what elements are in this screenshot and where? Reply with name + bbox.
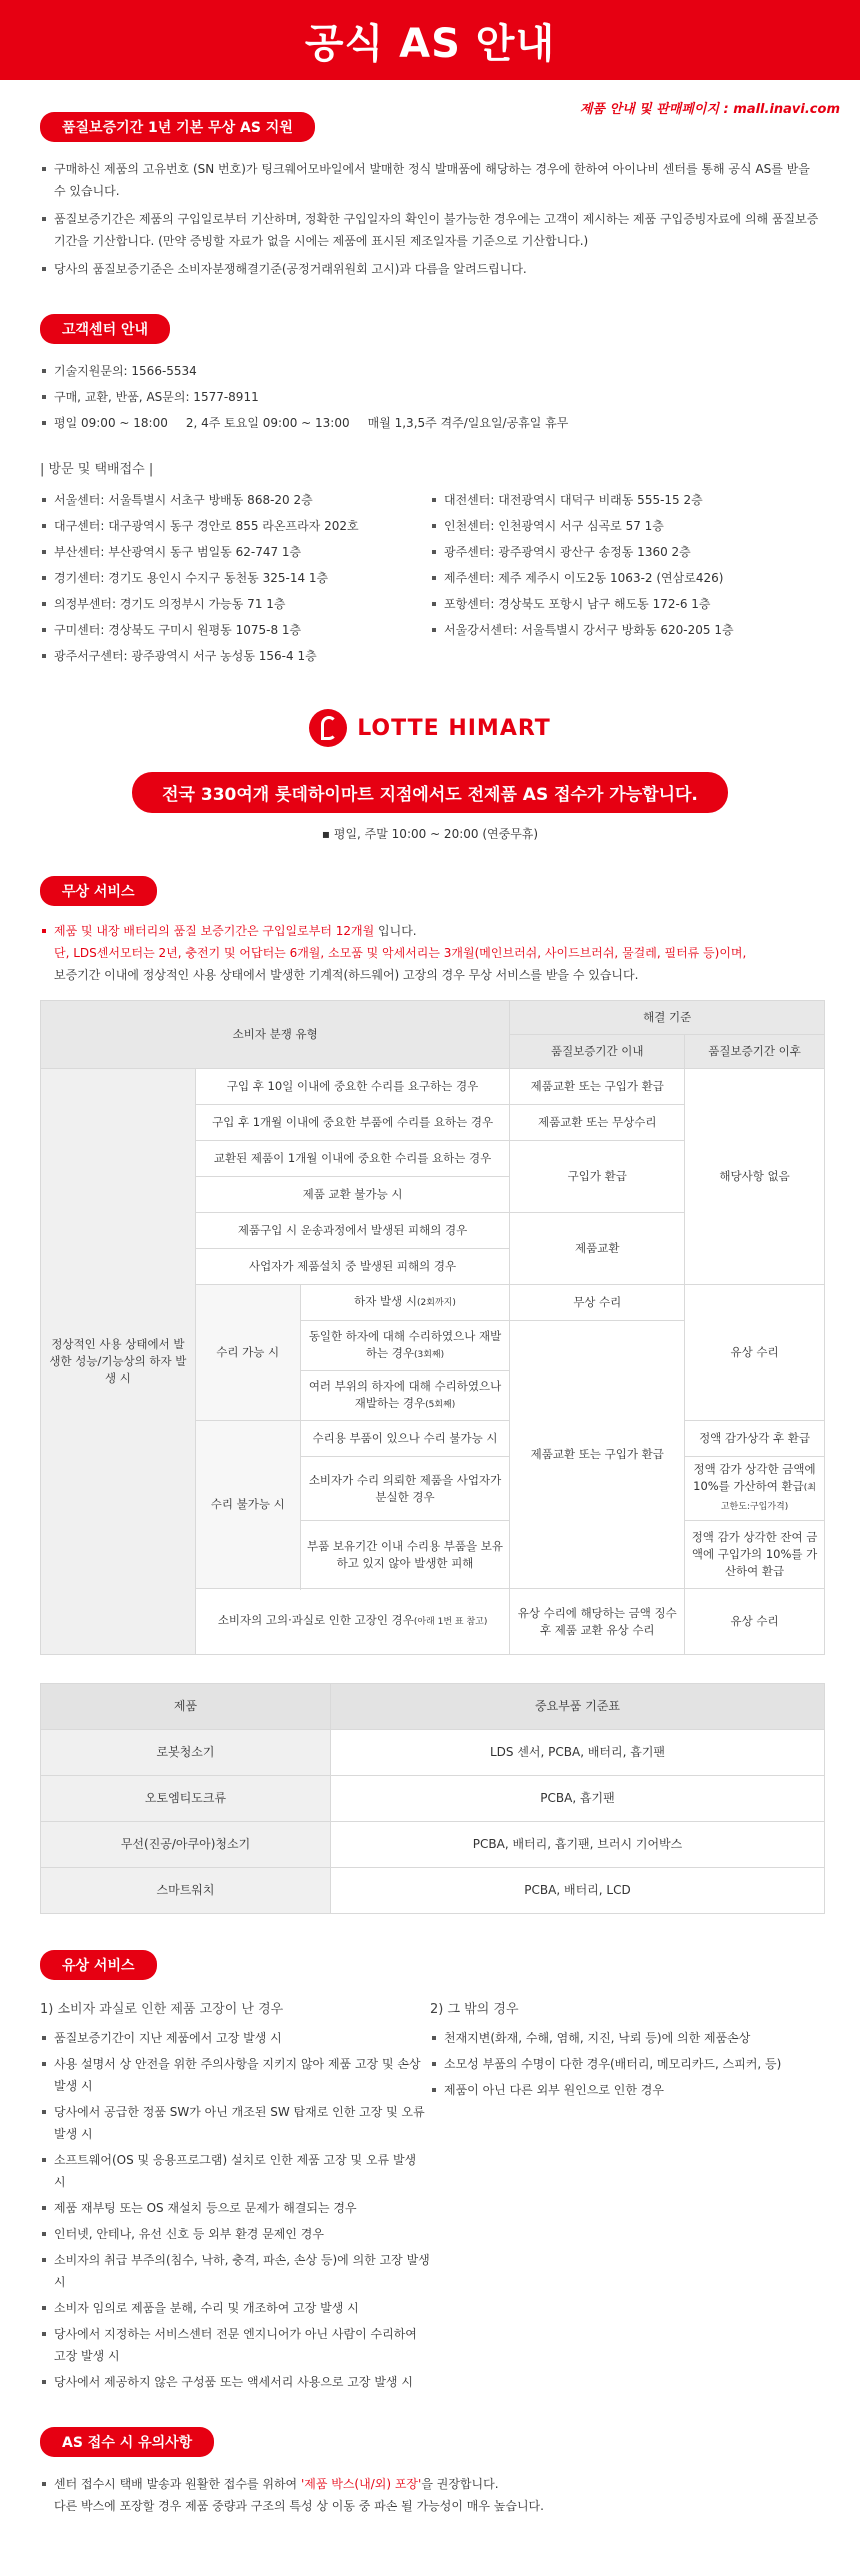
table-cell: PCBA, 배터리, 흡기팬, 브러시 기어박스	[331, 1822, 825, 1868]
free-line1-b: 구입일로부터 12개월	[262, 924, 375, 938]
ra2-text: 동일한 하자에 대해 수리하였으나 재발하는 경우	[308, 1328, 502, 1360]
center-item: 구미센터: 경상북도 구미시 원평동 1075-8 1층	[40, 619, 430, 641]
center-item: 서울센터: 서울특별시 서초구 방배동 868-20 2층	[40, 489, 430, 511]
list-item: 소프트웨어(OS 및 응용프로그램) 설치로 인한 제품 고장 및 오류 발생 시	[40, 2149, 430, 2193]
himart-logo-icon	[309, 709, 347, 747]
rc-text: 소비자의 고의·과실로 인한 고장인 경우	[217, 1613, 414, 1627]
list-item: 구매, 교환, 반품, AS문의: 1577-8911	[40, 386, 820, 408]
center-item: 서울강서센터: 서울특별시 강서구 방화동 620-205 1층	[430, 619, 820, 641]
center-list	[40, 485, 820, 671]
center-item: 인천센터: 인천광역시 서구 심곡로 57 1층	[430, 515, 820, 537]
paid-right-title: 2) 그 밖의 경우	[430, 2002, 519, 2017]
table-header: 제품	[41, 1684, 331, 1730]
table-header: 해결 기준	[510, 1001, 825, 1035]
list-item: 소비자의 취급 부주의(침수, 낙하, 충격, 파손, 손상 등)에 의한 고장 발생 시	[40, 2249, 430, 2293]
table-cell: 수리 불가능 시	[195, 1421, 300, 1589]
list-item: 제품이 아닌 다른 외부 원인으로 인한 경우	[430, 2079, 820, 2101]
customer-list	[40, 360, 820, 434]
center-item: 의정부센터: 경기도 의정부시 가능동 71 1층	[40, 593, 430, 615]
table-cell	[300, 1321, 510, 1371]
center-list-right	[430, 489, 820, 671]
paid-right-list	[430, 2027, 820, 2101]
visit-heading: | 방문 및 택배접수 |	[40, 462, 154, 477]
center-item: 대구센터: 대구광역시 동구 경안로 855 라온프라자 202호	[40, 515, 430, 537]
ra1-note: (2회까지)	[417, 1298, 456, 1308]
table-cell: 구입가 환급	[510, 1141, 685, 1213]
table-row	[41, 1822, 825, 1868]
mall-link[interactable]: 제품 안내 및 판매페이지 : mall.inavi.com	[579, 102, 840, 117]
table-header: 품질보증기간 이후	[685, 1035, 825, 1069]
table-cell	[195, 1589, 510, 1655]
table-row	[41, 1868, 825, 1914]
table-cell: 유상 수리	[685, 1285, 825, 1421]
ra3-note: (5회째)	[425, 1399, 456, 1410]
center-item: 부산센터: 부산광역시 동구 범일동 62-747 1층	[40, 541, 430, 563]
list-item	[40, 2473, 820, 2517]
table-cell: PCBA, 배터리, LCD	[331, 1868, 825, 1914]
table-header: 소비자 분쟁 유형	[41, 1001, 510, 1069]
center-list-left	[40, 489, 430, 671]
table-header: 중요부품 기준표	[331, 1684, 825, 1730]
notice-title: AS 접수 시 유의사항	[40, 2427, 214, 2457]
table-cell	[685, 1457, 825, 1521]
list-item: 품질보증기간은 제품의 구입일로부터 기산하며, 정확한 구입일자의 확인이 불가능한 경우에는 고객이 제시하는 제품 구입증빙자료에 의해 품질보증기간을 기산합니다. (만약 증빙할 자료가 없을 시에는 제품에 표시된 제조일자를 기준으로 기산합니다.)	[40, 208, 820, 252]
center-item: 광주센터: 광주광역시 광산구 송정동 1360 2층	[430, 541, 820, 563]
free-service-text	[40, 920, 820, 986]
himart-logo	[309, 709, 551, 747]
himart-banner: 전국 330여개 롯데하이마트 지점에서도 전제품 AS 접수가 가능합니다.	[132, 772, 728, 813]
hours-weekday: 평일 09:00 ~ 18:00	[54, 416, 168, 430]
notice-line1-red: '제품 박스(내/외) 포장'	[300, 2477, 422, 2491]
table-cell: 제품 교환 불가능 시	[195, 1177, 510, 1213]
table-cell: 해당사항 없음	[685, 1069, 825, 1285]
list-item: 당사에서 지정하는 서비스센터 전문 엔지니어가 아닌 사람이 수리하여 고장 발생 시	[40, 2323, 430, 2367]
page-title: 공식 AS 안내	[304, 20, 556, 67]
center-item: 경기센터: 경기도 용인시 수지구 동천동 325-14 1층	[40, 567, 430, 589]
top-banner	[0, 0, 860, 80]
free-service-section	[40, 876, 820, 1914]
paid-service-section	[40, 1950, 820, 2397]
list-item: 소비자 임의로 제품을 분해, 수리 및 개조하여 고장 발생 시	[40, 2297, 430, 2319]
free-line2: 단, LDS센서모터는 2년, 충전기 및 어답터는 6개월, 소모품 및 악세서리는 3개월(메인브러쉬, 사이드브러쉬, 물걸레, 필터류 등)이며,	[54, 946, 747, 960]
list-item: 천재지변(화재, 수해, 염해, 지진, 낙뢰 등)에 의한 제품손상	[430, 2027, 820, 2049]
list-item: 당사에서 공급한 정품 SW가 아닌 개조된 SW 탑재로 인한 고장 및 오류 발생 시	[40, 2101, 430, 2145]
table-cell	[300, 1371, 510, 1421]
center-item: 광주서구센터: 광주광역시 서구 농성동 156-4 1층	[40, 645, 430, 667]
table-cell: 제품교환 또는 구입가 환급	[510, 1321, 685, 1589]
notice-line2: 다른 박스에 포장할 경우 제품 중량과 구조의 특성 상 이동 중 파손 될 가능성이 매우 높습니다.	[54, 2499, 544, 2513]
notice-list	[40, 2473, 820, 2517]
himart-hours-text: 평일, 주말 10:00 ~ 20:00 (연중무휴)	[333, 827, 539, 841]
table-cell: 정상적인 사용 상태에서 발생한 성능/기능상의 하자 발생 시	[41, 1069, 196, 1655]
hours-row	[40, 412, 820, 434]
rb2a-note: (최고한도:구입가격)	[720, 1483, 816, 1512]
table-cell: 수리용 부품이 있으나 수리 불가능 시	[300, 1421, 510, 1457]
table-cell: 정액 감가상각 후 환급	[685, 1421, 825, 1457]
table-cell: LDS 센서, PCBA, 배터리, 흡기팬	[331, 1730, 825, 1776]
hours-closed: 매월 1,3,5주 격주/일요일/공휴일 휴무	[367, 416, 569, 430]
table-cell: 구입 후 1개월 이내에 중요한 부품에 수리를 요하는 경우	[195, 1105, 510, 1141]
table-row	[41, 1776, 825, 1822]
center-item: 제주센터: 제주 제주시 이도2동 1063-2 (연삼로426)	[430, 567, 820, 589]
table-row	[41, 1730, 825, 1776]
center-item: 대전센터: 대전광역시 대덕구 비래동 555-15 2층	[430, 489, 820, 511]
table-cell: 제품교환 또는 무상수리	[510, 1105, 685, 1141]
table-cell: 무선(진공/아쿠아)청소기	[41, 1822, 331, 1868]
parts-table	[40, 1683, 825, 1914]
list-item: 기술지원문의: 1566-5534	[40, 360, 820, 382]
free-line1-tail: 입니다.	[374, 924, 417, 938]
table-cell: 로봇청소기	[41, 1730, 331, 1776]
list-item: 당사의 품질보증기준은 소비자분쟁해결기준(공정거래위원회 고시)과 다름을 알려드립니다.	[40, 258, 820, 280]
hours-saturday: 2, 4주 토요일 09:00 ~ 13:00	[185, 416, 350, 430]
customer-section	[40, 314, 820, 671]
table-cell: 스마트워치	[41, 1868, 331, 1914]
list-item: 제품 재부팅 또는 OS 재설치 등으로 문제가 해결되는 경우	[40, 2197, 430, 2219]
table-cell: 구입 후 10일 이내에 중요한 수리를 요구하는 경우	[195, 1069, 510, 1105]
list-item: 사용 설명서 상 안전을 위한 주의사항을 지키지 않아 제품 고장 및 손상 발생 시	[40, 2053, 430, 2097]
rb2a-text: 정액 감가 상각한 금액에 10%를 가산하여 환급	[693, 1462, 816, 1493]
table-cell: 수리 가능 시	[195, 1285, 300, 1421]
customer-title: 고객센터 안내	[40, 314, 170, 344]
list-item: 품질보증기간이 지난 제품에서 고장 발생 시	[40, 2027, 430, 2049]
notice-section	[40, 2427, 820, 2517]
table-cell: 제품구입 시 운송과정에서 발생된 피해의 경우	[195, 1213, 510, 1249]
list-item: 구매하신 제품의 고유번호 (SN 번호)가 팅크웨어모바일에서 발매한 정식 발매품에 해당하는 경우에 한하여 아이나비 센터를 통해 공식 AS를 받을 수 있습니다.	[40, 158, 820, 202]
center-item: 포항센터: 경상북도 포항시 남구 해도동 172-6 1층	[430, 593, 820, 615]
table-cell	[300, 1285, 510, 1321]
rc-note: (아래 1번 표 참고)	[413, 1617, 488, 1627]
ra2-note: (3회째)	[413, 1349, 445, 1360]
table-cell: 유상 수리에 해당하는 금액 징수 후 제품 교환 유상 수리	[510, 1589, 685, 1655]
table-cell: 제품교환	[510, 1213, 685, 1285]
himart-section	[40, 709, 820, 842]
table-cell: 무상 수리	[510, 1285, 685, 1321]
table-cell: 부품 보유기간 이내 수리용 부품을 보유하고 있지 않아 발생한 피해	[300, 1521, 510, 1589]
table-cell: 교환된 제품이 1개월 이내에 중요한 수리를 요하는 경우	[195, 1141, 510, 1177]
notice-line1-b: 을 권장합니다.	[421, 2477, 499, 2491]
himart-logo-text: LOTTE HIMART	[357, 715, 551, 741]
table-cell: 정액 감가 상각한 잔여 금액에 구입가의 10%를 가산하여 환급	[685, 1521, 825, 1589]
paid-service-title: 유상 서비스	[40, 1950, 157, 1980]
paid-left-column	[40, 1998, 430, 2397]
table-cell: 유상 수리	[685, 1589, 825, 1655]
table-cell: 사업자가 제품설치 중 발생된 피해의 경우	[195, 1249, 510, 1285]
ra3-text: 여러 부위의 하자에 대해 수리하였으나 재발하는 경우	[308, 1378, 502, 1410]
paid-right-column	[430, 1998, 820, 2397]
paid-service-columns	[40, 1998, 820, 2397]
table-header: 품질보증기간 이내	[510, 1035, 685, 1069]
paid-left-list	[40, 2027, 430, 2393]
warranty-title: 품질보증기간 1년 기본 무상 AS 지원	[40, 112, 315, 142]
ra1-text: 하자 발생 시	[354, 1294, 418, 1308]
table-cell: 제품교환 또는 구입가 환급	[510, 1069, 685, 1105]
warranty-list	[40, 158, 820, 280]
list-item: 당사에서 제공하지 않은 구성품 또는 액세서리 사용으로 고장 발생 시	[40, 2371, 430, 2393]
table-cell: PCBA, 흡기팬	[331, 1776, 825, 1822]
table-cell: 오토엠티도크류	[41, 1776, 331, 1822]
dispute-table	[40, 1000, 825, 1655]
notice-line1-a: 센터 접수시 택배 발송과 원활한 접수를 위하여	[54, 2477, 301, 2491]
free-line3: 보증기간 이내에 정상적인 사용 상태에서 발생한 기계적(하드웨어) 고장의 경우 무상 서비스를 받을 수 있습니다.	[54, 968, 639, 982]
free-line1-a: 제품 및 내장 배터리의 품질 보증기간은	[54, 924, 263, 938]
list-item: 소모성 부품의 수명이 다한 경우(배터리, 메모리카드, 스피커, 등)	[430, 2053, 820, 2075]
himart-hours: ▪ 평일, 주말 10:00 ~ 20:00 (연중무휴)	[321, 827, 539, 841]
paid-left-title: 1) 소비자 과실로 인한 제품 고장이 난 경우	[40, 2002, 284, 2017]
table-cell: 소비자가 수리 의뢰한 제품을 사업자가 분실한 경우	[300, 1457, 510, 1521]
list-item: 인터넷, 안테나, 유선 신호 등 외부 환경 문제인 경우	[40, 2223, 430, 2245]
free-service-title: 무상 서비스	[40, 876, 157, 906]
